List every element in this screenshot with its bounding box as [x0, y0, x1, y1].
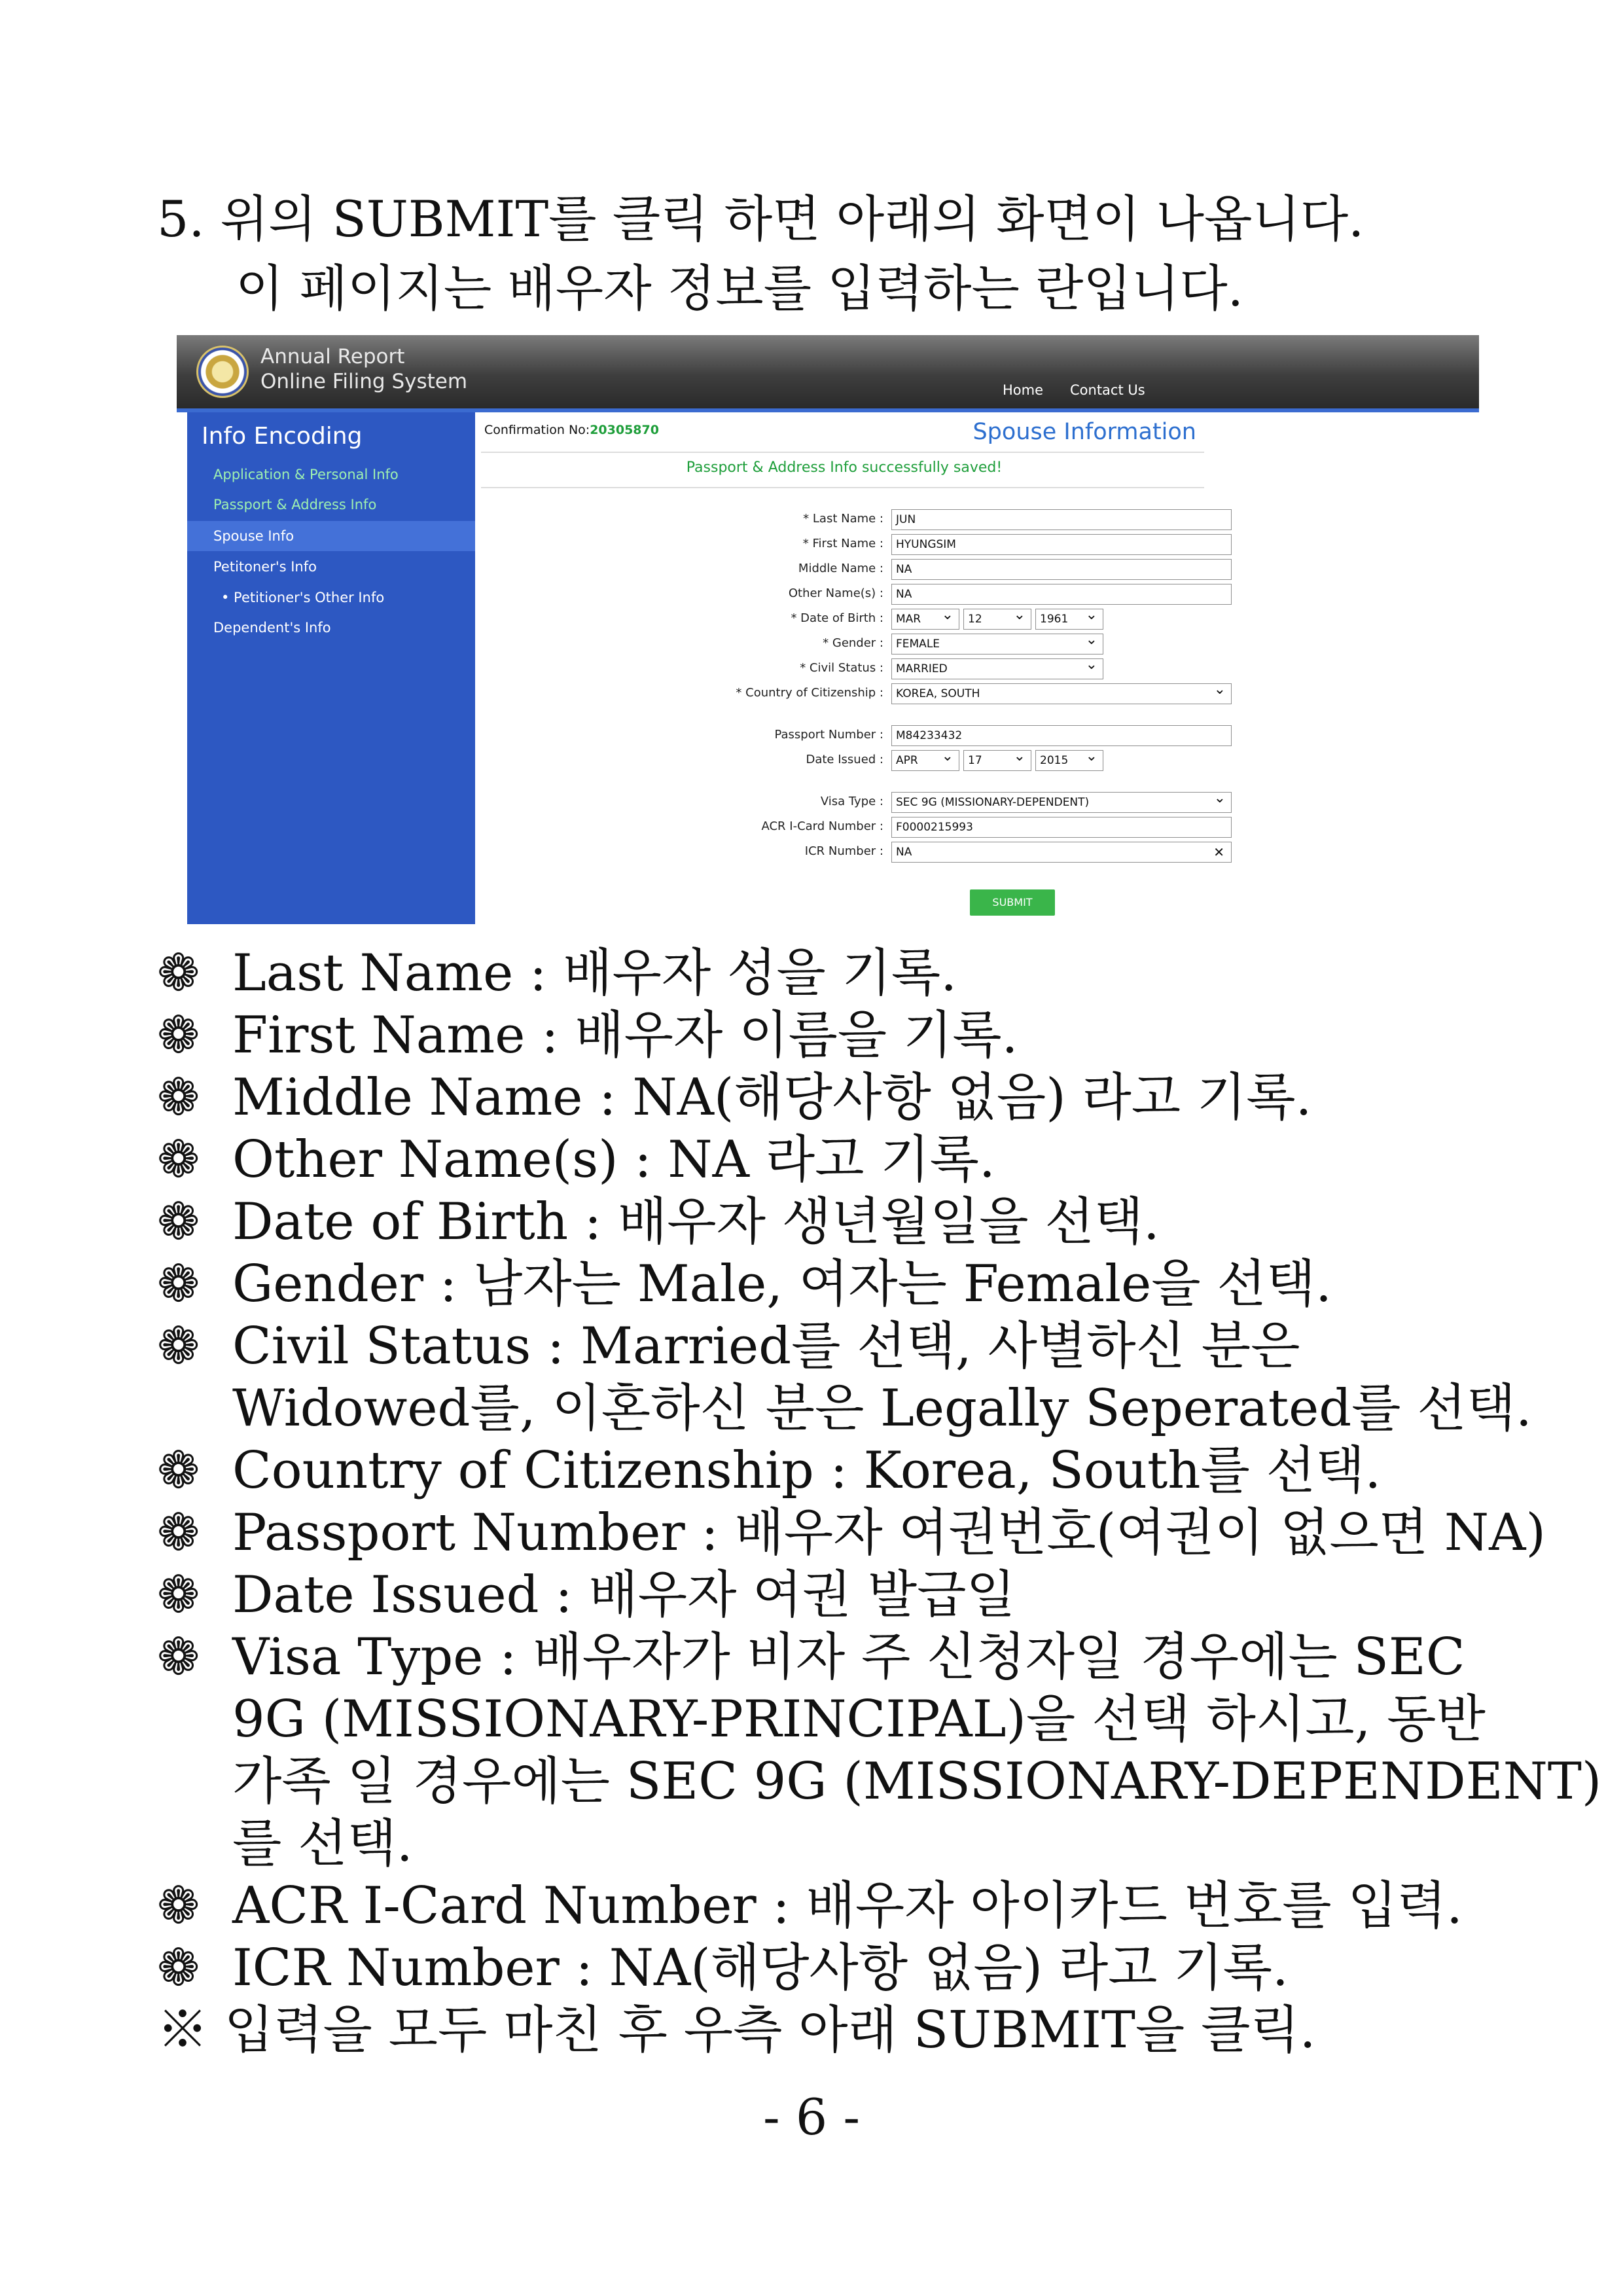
- list-item: ❁ Visa Type : 배우자가 비자 주 신청자일 경우에는 SEC: [157, 1626, 1465, 1689]
- list-item-continuation: Widowed를, 이혼하신 분은 Legally Seperated를 선택.: [232, 1379, 1532, 1438]
- flower-bullet-icon: ❁: [157, 1068, 200, 1127]
- sidebar-item-application[interactable]: Application & Personal Info: [213, 467, 399, 482]
- list-item: ❁ ACR I-Card Number : 배우자 아이카드 번호를 입력.: [157, 1875, 1463, 1937]
- divider: [481, 452, 1204, 453]
- list-item: ❁ Passport Number : 배우자 여권번호(여권이 없으면 NA): [157, 1502, 1546, 1564]
- middle-name-input[interactable]: NA: [891, 559, 1232, 580]
- icr-input[interactable]: NA ✕: [891, 842, 1232, 863]
- dob-month-select[interactable]: MAR ⌄: [891, 609, 959, 630]
- flower-bullet-icon: ❁: [157, 1441, 200, 1500]
- embedded-screenshot: [177, 335, 1479, 924]
- flower-bullet-icon: ❁: [157, 1255, 200, 1314]
- issued-day-select[interactable]: 17 ⌄: [963, 750, 1031, 771]
- flower-bullet-icon: ❁: [157, 1130, 200, 1189]
- submit-button[interactable]: SUBMIT: [970, 889, 1055, 916]
- flower-bullet-icon: ❁: [157, 1566, 200, 1624]
- dob-label: * Date of Birth :: [791, 611, 883, 625]
- dob-day-select[interactable]: 12 ⌄: [963, 609, 1031, 630]
- acr-input[interactable]: F0000215993: [891, 817, 1232, 838]
- app-header: [177, 335, 1479, 412]
- success-message: Passport & Address Info successfully saved!: [686, 459, 1003, 476]
- confirmation-number: Confirmation No:20305870: [484, 423, 659, 437]
- list-item: ❁ Date of Birth : 배우자 생년월일을 선택.: [157, 1191, 1160, 1253]
- heading-line-1: 5. 위의 SUBMIT를 클릭 하면 아래의 화면이 나옵니다.: [157, 190, 1364, 248]
- note-line: ※ 입력을 모두 마친 후 우측 아래 SUBMIT을 클릭.: [157, 2001, 1316, 2060]
- gender-select[interactable]: FEMALE ⌄: [891, 634, 1103, 655]
- nav-home-link[interactable]: Home: [1003, 382, 1044, 398]
- list-item: ❁ Gender : 남자는 Male, 여자는 Female을 선택.: [157, 1253, 1332, 1316]
- passport-input[interactable]: M84233432: [891, 725, 1232, 746]
- clear-icon[interactable]: ✕: [1213, 844, 1224, 860]
- other-names-input[interactable]: NA: [891, 584, 1232, 605]
- page-title: Spouse Information: [972, 419, 1196, 445]
- icr-label: ICR Number :: [804, 844, 883, 858]
- visa-type-select[interactable]: SEC 9G (MISSIONARY-DEPENDENT) ⌄: [891, 792, 1232, 813]
- seal-logo-icon: [196, 346, 249, 398]
- list-item-continuation: 가족 일 경우에는 SEC 9G (MISSIONARY-DEPENDENT): [232, 1752, 1602, 1811]
- sidebar-title: Info Encoding: [202, 423, 363, 450]
- visa-type-label: Visa Type :: [820, 795, 883, 808]
- flower-bullet-icon: ❁: [157, 1317, 200, 1376]
- list-item: ❁ Other Name(s) : NA 라고 기록.: [157, 1129, 995, 1191]
- sidebar-item-petitioner[interactable]: Petitoner's Info: [213, 559, 317, 575]
- page-number: - 6 -: [762, 2088, 861, 2146]
- acr-label: ACR I-Card Number :: [761, 819, 883, 833]
- other-names-label: Other Name(s) :: [788, 586, 883, 600]
- list-item: ❁ Civil Status : Married를 선택, 사별하신 분은: [157, 1316, 1300, 1378]
- citizenship-label: * Country of Citizenship :: [736, 686, 883, 700]
- sidebar: [187, 412, 475, 924]
- flower-bullet-icon: ❁: [157, 1876, 200, 1935]
- list-item: ❁ Country of Citizenship : Korea, South를 선택.: [157, 1440, 1381, 1502]
- passport-label: Passport Number :: [774, 728, 883, 742]
- sidebar-item-spouse[interactable]: Spouse Info: [187, 521, 475, 551]
- flower-bullet-icon: ❁: [157, 1193, 200, 1251]
- last-name-label: * Last Name :: [803, 512, 883, 526]
- section-heading: [157, 185, 1364, 323]
- list-item-continuation: 9G (MISSIONARY-PRINCIPAL)을 선택 하시고, 동반: [232, 1690, 1486, 1749]
- flower-bullet-icon: ❁: [157, 1939, 200, 1998]
- middle-name-label: Middle Name :: [798, 562, 883, 575]
- list-item: ❁ Date Issued : 배우자 여권 발급일: [157, 1564, 1016, 1626]
- flower-bullet-icon: ❁: [157, 1503, 200, 1562]
- list-item: ❁ Last Name : 배우자 성을 기록.: [157, 942, 957, 1005]
- list-item: ❁ ICR Number : NA(해당사항 없음) 라고 기록.: [157, 1937, 1289, 2000]
- citizenship-select[interactable]: KOREA, SOUTH ⌄: [891, 683, 1232, 704]
- dob-year-select[interactable]: 1961 ⌄: [1035, 609, 1103, 630]
- date-issued-label: Date Issued :: [806, 753, 883, 766]
- first-name-input[interactable]: HYUNGSIM: [891, 534, 1232, 555]
- first-name-label: * First Name :: [802, 537, 883, 550]
- heading-line-2: 이 페이지는 배우자 정보를 입력하는 란입니다.: [236, 259, 1243, 317]
- list-item: ❁ Middle Name : NA(해당사항 없음) 라고 기록.: [157, 1067, 1311, 1129]
- sidebar-item-dependent[interactable]: Dependent's Info: [213, 620, 331, 636]
- flower-bullet-icon: ❁: [157, 1628, 200, 1687]
- sidebar-item-passport[interactable]: Passport & Address Info: [213, 497, 377, 512]
- last-name-input[interactable]: JUN: [891, 509, 1232, 530]
- civil-status-select[interactable]: MARRIED ⌄: [891, 658, 1103, 679]
- list-item-continuation: 를 선택.: [232, 1814, 413, 1873]
- flower-bullet-icon: ❁: [157, 944, 200, 1003]
- system-title: Annual Report Online Filing System: [260, 345, 468, 393]
- sidebar-item-petitioner-other[interactable]: • Petitioner's Other Info: [221, 590, 385, 605]
- issued-year-select[interactable]: 2015 ⌄: [1035, 750, 1103, 771]
- gender-label: * Gender :: [823, 636, 883, 650]
- civil-status-label: * Civil Status :: [800, 661, 883, 675]
- divider: [481, 487, 1204, 488]
- nav-contact-link[interactable]: Contact Us: [1070, 382, 1145, 398]
- issued-month-select[interactable]: APR ⌄: [891, 750, 959, 771]
- flower-bullet-icon: ❁: [157, 1006, 200, 1065]
- list-item: ❁ First Name : 배우자 이름을 기록.: [157, 1005, 1018, 1067]
